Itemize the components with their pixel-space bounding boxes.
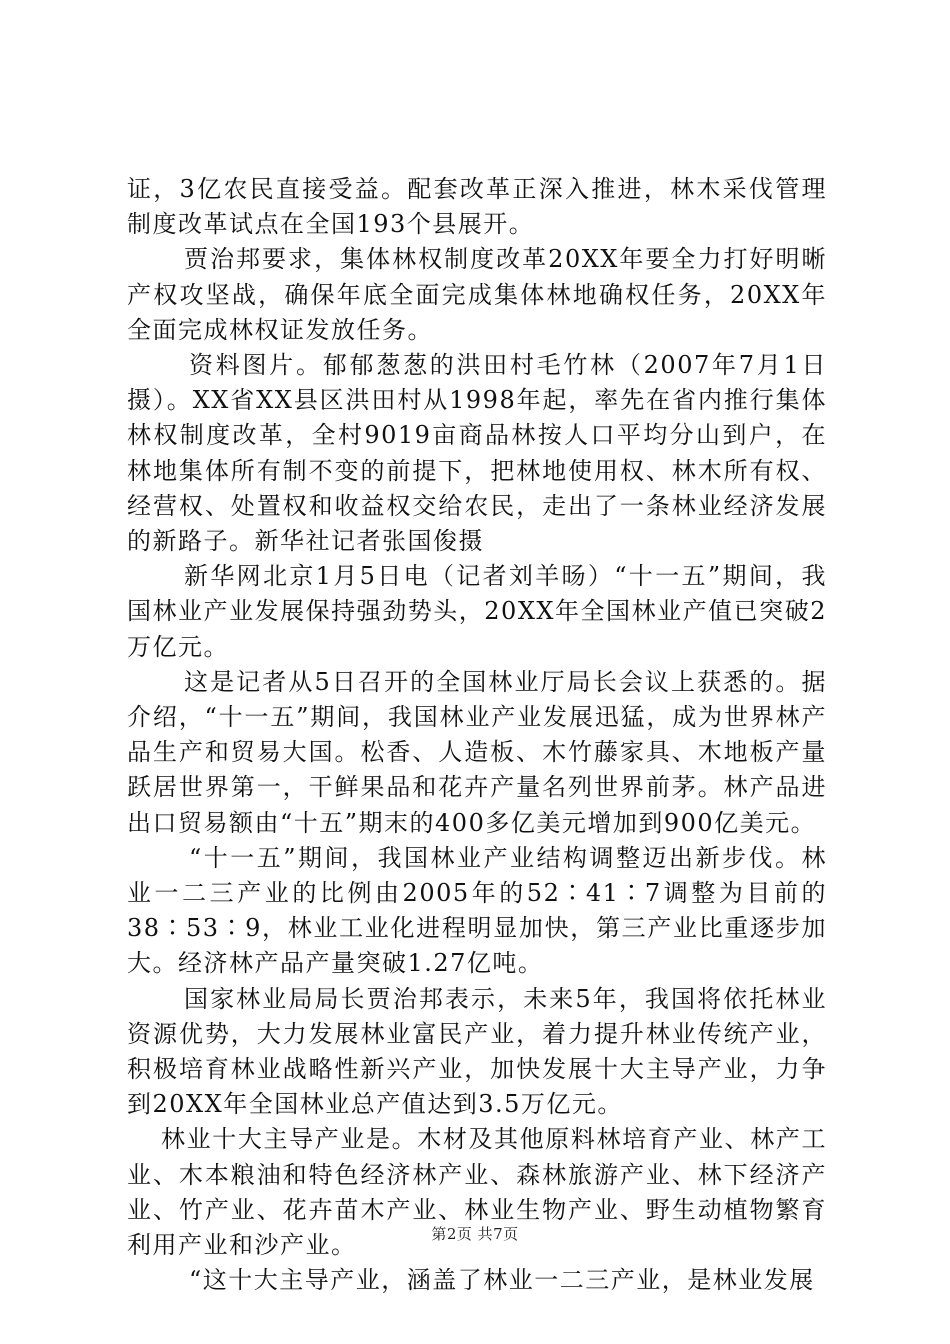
paragraph-2: 贾治邦要求，集体林权制度改革20XX年要全力打好明晰产权攻坚战，确保年底全面完成集体林地确权任务，20XX年全面完成林权证发放任务。 [127, 245, 827, 344]
paragraph-4: 新华网北京1月5日电（记者刘羊旸）“十一五”期间，我国林业产业发展保持强劲势头，20XX年全国林业产值已突破2万亿元。 [127, 562, 827, 661]
paragraph-6: “十一五”期间，我国林业产业结构调整迈出新步伐。林业一二三产业的比例由2005年的52∶41∶7调整为目前的38∶53∶9，林业工业化进程明显加快，第三产业比重逐步加大。经济林产品产量突破1.27亿吨。 [127, 843, 827, 978]
paragraph-3: 资料图片。郁郁葱葱的洪田村毛竹林（2007年7月1日摄）。XX省XX县区洪田村从1998年起，率先在省内推行集体林权制度改革，全村9019亩商品林按人口平均分山到户，在林地集体所有制不变的前提下，把林地使用权、林木所有权、经营权、处置权和收益权交给农民，走出了一条林业经济发展的新路子。新华社记者张国俊摄 [127, 351, 827, 556]
paragraph-7: 国家林业局局长贾治邦表示，未来5年，我国将依托林业资源优势，大力发展林业富民产业，着力提升林业传统产业，积极培育林业战略性新兴产业，加快发展十大主导产业，力争到20XX年全国林业总产值达到3.5万亿元。 [127, 984, 827, 1119]
paragraph-5: 这是记者从5日召开的全国林业厅局长会议上获悉的。据介绍，“十一五”期间，我国林业产业发展迅猛，成为世界林产品生产和贸易大国。松香、人造板、木竹藤家具、木地板产量跃居世界第一，干鲜果品和花卉产量名列世界前茅。林产品进出口贸易额由“十五”期末的400多亿美元增加到900亿美元。 [127, 667, 827, 837]
page-footer [0, 1224, 950, 1244]
paragraph-8: 林业十大主导产业是。木材及其他原料林培育产业、林产工业、木本粮油和特色经济林产业、森林旅游产业、林下经济产业、竹产业、花卉苗木产业、林业生物产业、野生动植物繁育利用产业和沙产业。 [127, 1125, 827, 1260]
article-body [127, 172, 827, 1299]
page-number-label: 第2页 共7页 [431, 1225, 519, 1243]
paragraph-9: “这十大主导产业，涵盖了林业一二三产业，是林业发展 [189, 1266, 815, 1295]
paragraph-1: 证，3亿农民直接受益。配套改革正深入推进，林木采伐管理制度改革试点在全国193个县展开。 [127, 175, 827, 239]
